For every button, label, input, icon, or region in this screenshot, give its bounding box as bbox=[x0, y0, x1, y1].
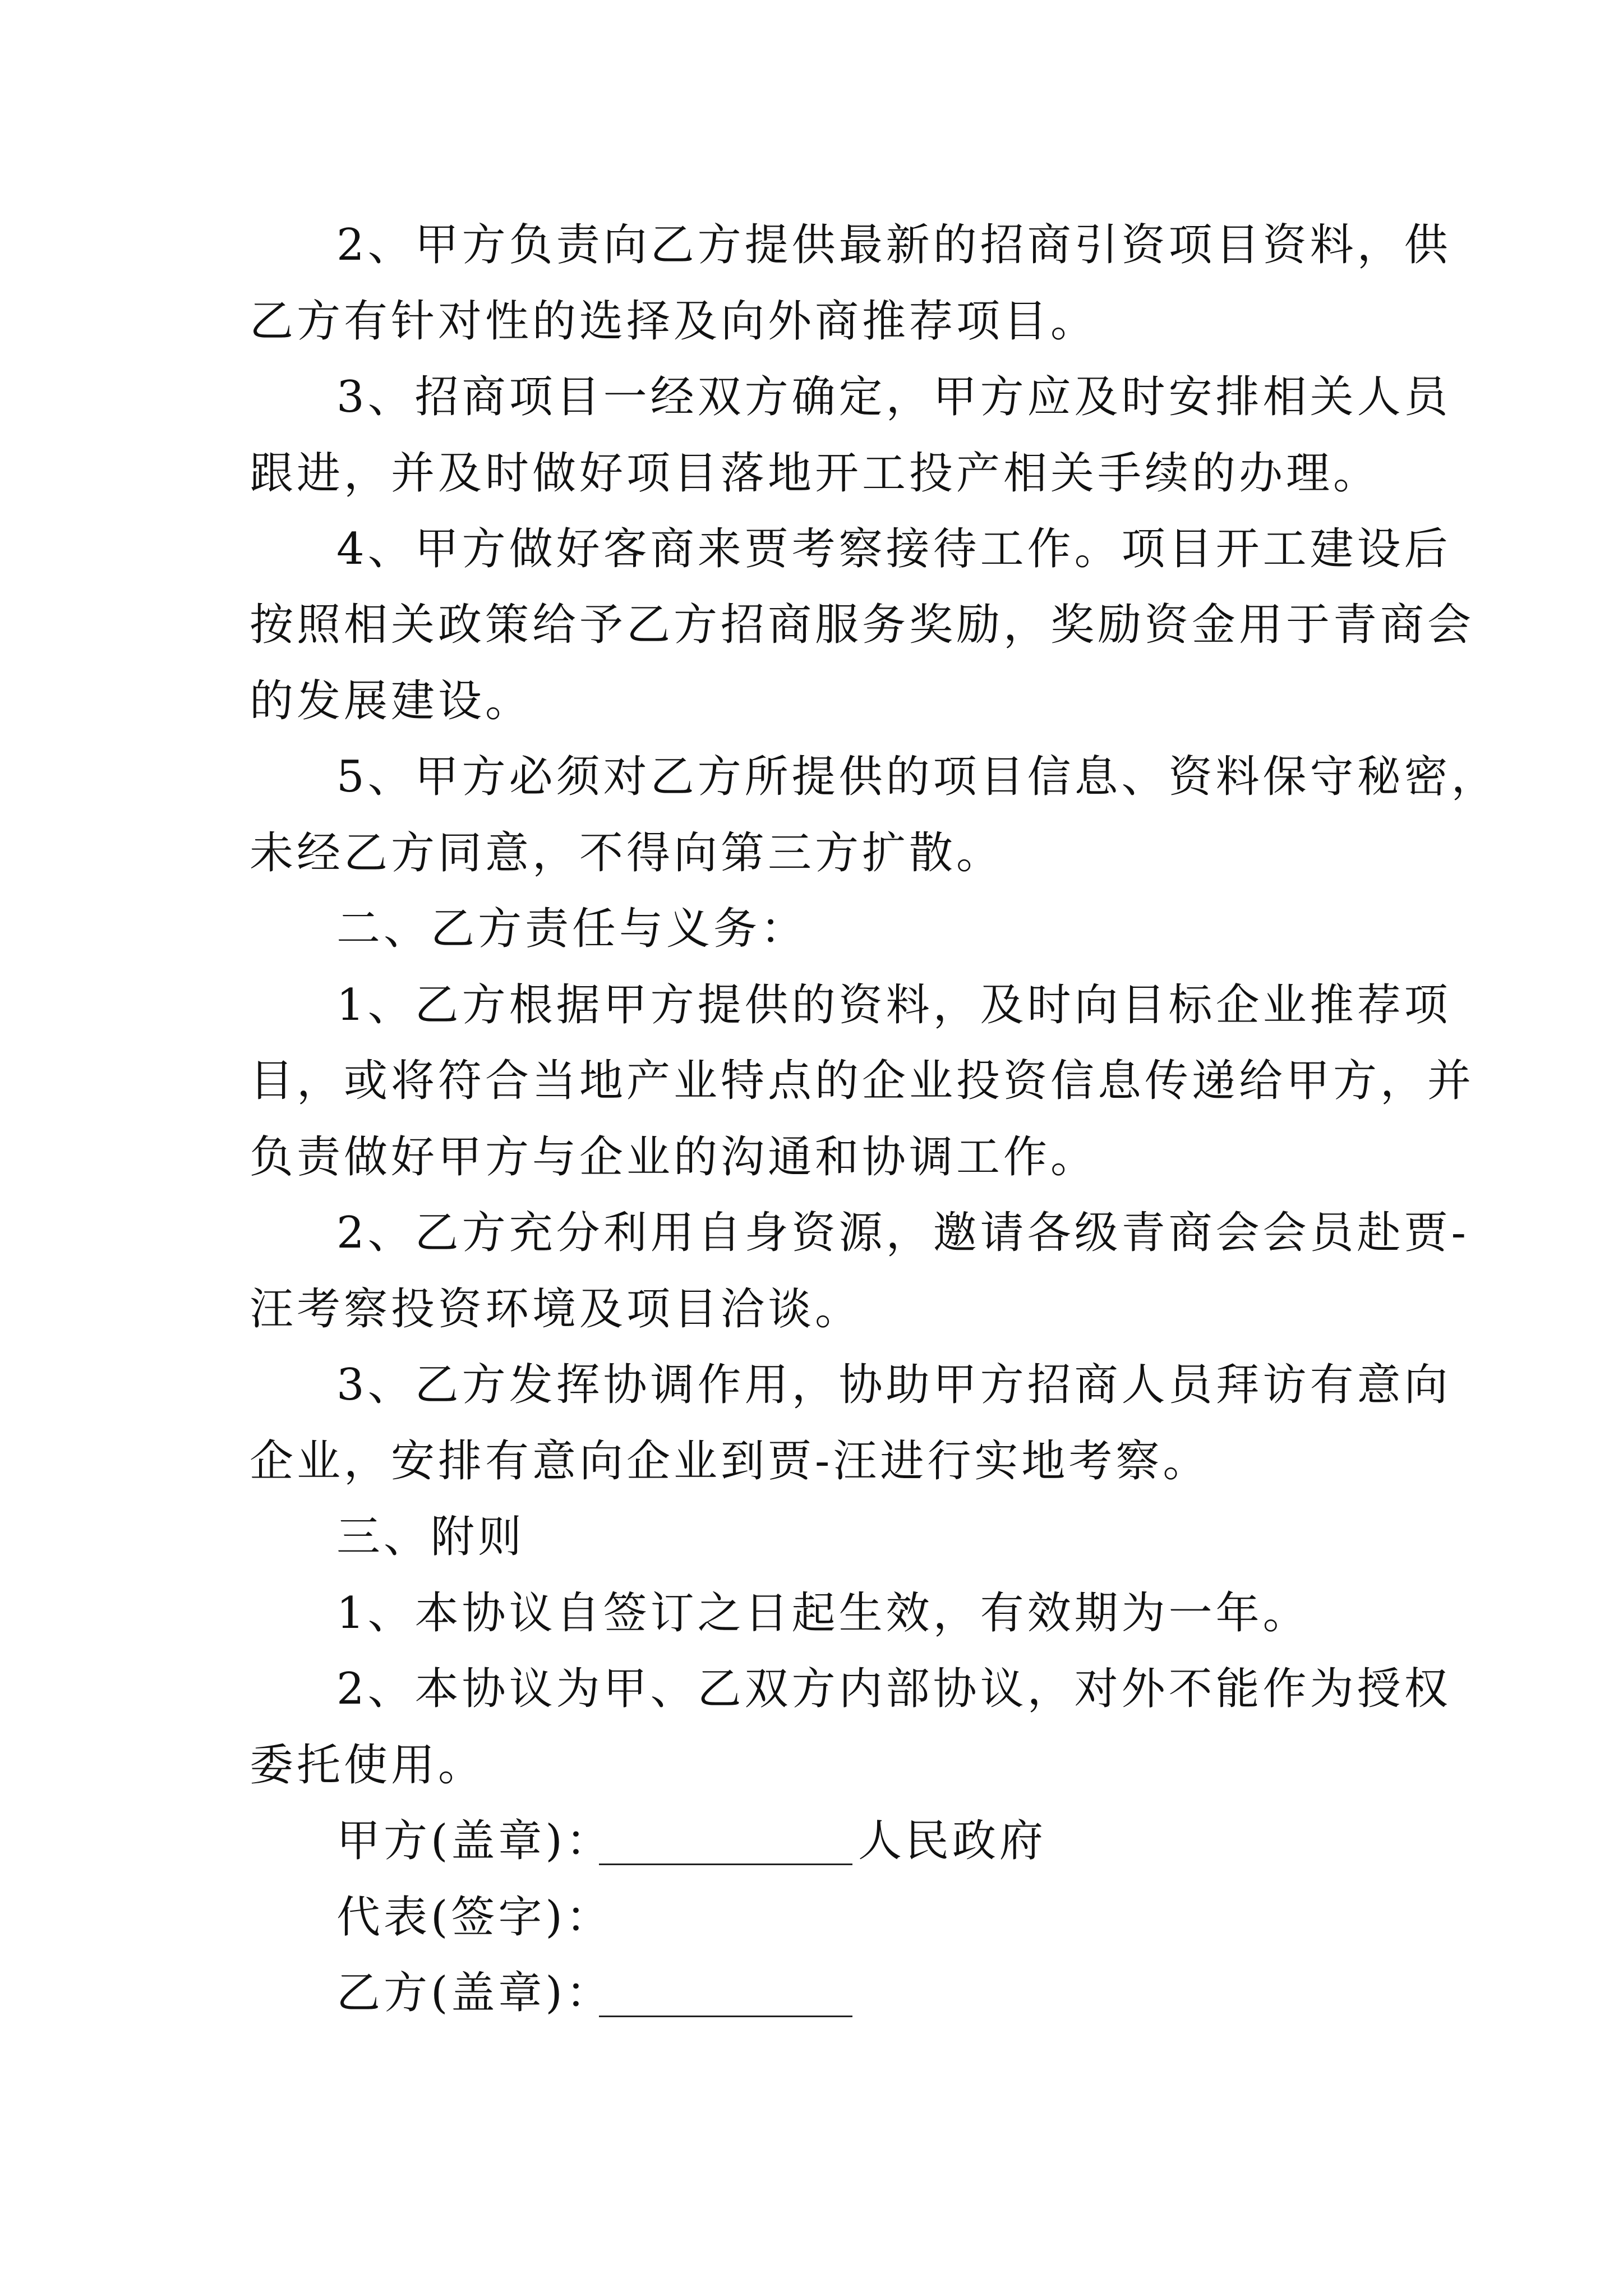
section-heading: 三、附则 bbox=[336, 1512, 525, 1562]
party-a-suffix: 人民政府 bbox=[858, 1816, 1047, 1866]
paragraph-line: 1、乙方根据甲方提供的资料，及时向目标企业推荐项 bbox=[336, 980, 1451, 1030]
paragraph-line: 2、本协议为甲、乙双方内部协议，对外不能作为授权 bbox=[336, 1664, 1451, 1714]
representative-signature-label: 代表(签字)： bbox=[336, 1892, 613, 1943]
paragraph-line: 5、甲方必须对乙方所提供的项目信息、资料保守秘密， bbox=[336, 752, 1498, 802]
paragraph-line: 的发展建设。 bbox=[250, 676, 533, 726]
paragraph-line: 3、招商项目一经双方确定，甲方应及时安排相关人员 bbox=[336, 372, 1451, 422]
paragraph-line: 3、乙方发挥协调作用，协助甲方招商人员拜访有意向 bbox=[336, 1360, 1451, 1410]
paragraph-line: 1、本协议自签订之日起生效，有效期为一年。 bbox=[336, 1588, 1310, 1639]
paragraph-line: 4、甲方做好客商来贾考察接待工作。项目开工建设后 bbox=[336, 524, 1451, 574]
paragraph-line: 企业，安排有意向企业到贾-汪进行实地考察。 bbox=[250, 1436, 1210, 1487]
paragraph-line: 2、甲方负责向乙方提供最新的招商引资项目资料，供 bbox=[336, 220, 1451, 270]
paragraph-line: 汪考察投资环境及项目洽谈。 bbox=[250, 1284, 863, 1335]
paragraph-line: 按照相关政策给予乙方招商服务奖励，奖励资金用于青商会 bbox=[250, 600, 1475, 650]
paragraph-line: 乙方有针对性的选择及向外商推荐项目。 bbox=[250, 296, 1098, 347]
party-a-signature-blank bbox=[599, 1864, 852, 1865]
party-a-seal-label: 甲方(盖章)： bbox=[336, 1816, 613, 1866]
paragraph-line: 跟进，并及时做好项目落地开工投产相关手续的办理。 bbox=[250, 448, 1381, 499]
party-b-signature-blank bbox=[599, 2016, 852, 2017]
paragraph-line: 负责做好甲方与企业的沟通和协调工作。 bbox=[250, 1132, 1098, 1182]
paragraph-line: 2、乙方充分利用自身资源，邀请各级青商会会员赴贾- bbox=[336, 1208, 1469, 1258]
section-heading: 二、乙方责任与义务： bbox=[336, 904, 808, 954]
paragraph-line: 目，或将符合当地产业特点的企业投资信息传递给甲方，并 bbox=[250, 1056, 1475, 1106]
paragraph-line: 未经乙方同意，不得向第三方扩散。 bbox=[250, 828, 1004, 878]
party-b-seal-label: 乙方(盖章)： bbox=[336, 1968, 613, 2018]
paragraph-line: 委托使用。 bbox=[250, 1740, 486, 1791]
